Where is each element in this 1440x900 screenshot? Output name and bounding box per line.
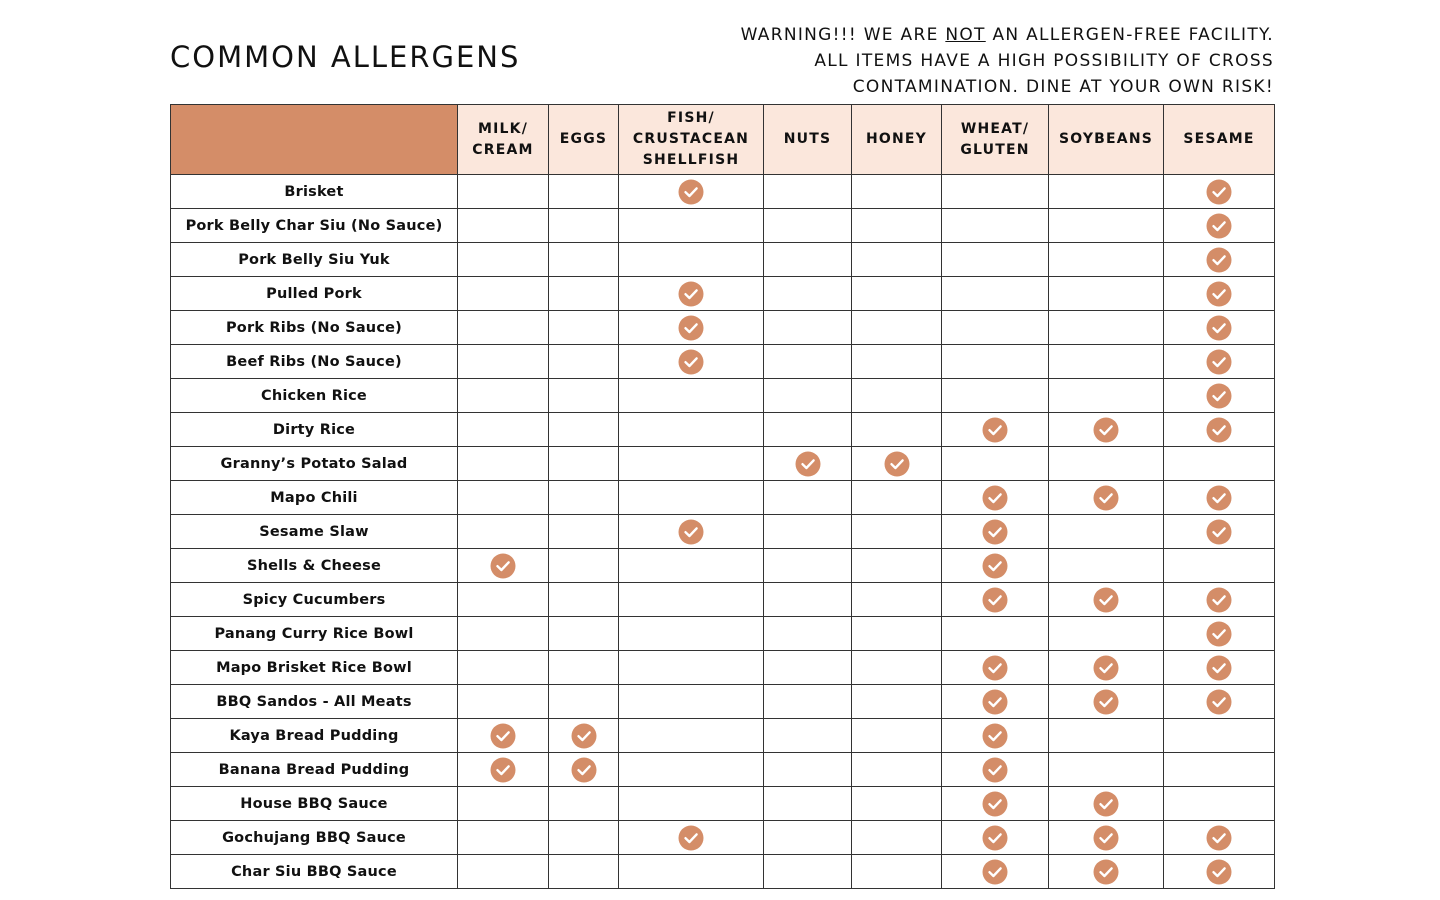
column-header <box>619 105 764 175</box>
allergen-cell <box>458 277 549 311</box>
menu-item-name: Banana Bread Pudding <box>171 753 458 787</box>
allergen-cell <box>458 855 549 889</box>
column-header-line: SOYBEANS <box>1058 131 1154 147</box>
allergen-cell <box>764 685 852 719</box>
allergen-cell <box>1049 821 1164 855</box>
table-row <box>171 447 1275 481</box>
allergen-cell <box>458 175 549 209</box>
allergen-cell <box>619 719 764 753</box>
check-circle-icon <box>982 587 1008 613</box>
allergen-cell <box>942 413 1049 447</box>
warning-notice <box>654 22 1274 100</box>
allergen-cell <box>942 855 1049 889</box>
allergen-cell <box>764 821 852 855</box>
allergen-cell <box>619 481 764 515</box>
check-circle-icon <box>982 519 1008 545</box>
allergen-cell <box>764 311 852 345</box>
allergen-cell <box>619 821 764 855</box>
check-circle-icon <box>678 519 704 545</box>
allergen-cell <box>942 515 1049 549</box>
column-header <box>549 105 619 175</box>
allergen-cell <box>458 549 549 583</box>
allergen-cell <box>1049 311 1164 345</box>
allergen-cell <box>852 481 942 515</box>
allergen-cell <box>942 753 1049 787</box>
allergen-cell <box>1049 753 1164 787</box>
allergen-cell <box>852 379 942 413</box>
check-circle-icon <box>678 825 704 851</box>
allergen-cell <box>764 209 852 243</box>
allergen-cell <box>458 719 549 753</box>
warning-not-emphasis: NOT <box>945 25 986 45</box>
allergen-cell <box>942 379 1049 413</box>
check-circle-icon <box>982 417 1008 443</box>
allergen-cell <box>1164 345 1275 379</box>
allergen-cell <box>764 277 852 311</box>
column-header-line: EGGS <box>559 131 608 147</box>
allergen-cell <box>619 277 764 311</box>
menu-item-name: Mapo Brisket Rice Bowl <box>171 651 458 685</box>
allergen-cell <box>1164 515 1275 549</box>
allergen-cell <box>458 515 549 549</box>
menu-item-name: House BBQ Sauce <box>171 787 458 821</box>
menu-item-name: BBQ Sandos - All Meats <box>171 685 458 719</box>
allergen-cell <box>1164 277 1275 311</box>
check-circle-icon <box>678 349 704 375</box>
check-circle-icon <box>1206 179 1232 205</box>
allergen-cell <box>1164 855 1275 889</box>
allergen-cell <box>549 753 619 787</box>
allergen-cell <box>1049 345 1164 379</box>
allergen-cell <box>942 821 1049 855</box>
allergen-cell <box>852 719 942 753</box>
check-circle-icon <box>1206 587 1232 613</box>
allergen-cell <box>1164 617 1275 651</box>
column-header-line: HONEY <box>865 131 928 147</box>
table-row <box>171 515 1275 549</box>
allergen-cell <box>764 617 852 651</box>
allergen-cell <box>852 515 942 549</box>
check-circle-icon <box>1206 485 1232 511</box>
allergen-cell <box>549 311 619 345</box>
allergen-cell <box>1049 447 1164 481</box>
menu-item-name: Dirty Rice <box>171 413 458 447</box>
table-row <box>171 243 1275 277</box>
menu-item-name: Granny’s Potato Salad <box>171 447 458 481</box>
allergen-cell <box>764 515 852 549</box>
allergen-cell <box>764 855 852 889</box>
check-circle-icon <box>571 723 597 749</box>
allergen-cell <box>1164 821 1275 855</box>
allergen-cell <box>1164 209 1275 243</box>
table-row <box>171 651 1275 685</box>
allergen-cell <box>942 447 1049 481</box>
check-circle-icon <box>982 791 1008 817</box>
allergen-cell <box>619 549 764 583</box>
allergen-cell <box>549 651 619 685</box>
allergen-cell <box>1049 719 1164 753</box>
allergen-cell <box>458 481 549 515</box>
allergen-cell <box>1164 549 1275 583</box>
allergen-cell <box>549 277 619 311</box>
allergen-cell <box>1164 311 1275 345</box>
page-title: COMMON ALLERGENS <box>170 40 521 74</box>
allergen-cell <box>764 175 852 209</box>
allergen-cell <box>1164 753 1275 787</box>
allergen-cell <box>1049 243 1164 277</box>
menu-item-name: Shells & Cheese <box>171 549 458 583</box>
allergen-cell <box>619 855 764 889</box>
allergen-cell <box>764 787 852 821</box>
allergen-cell <box>764 549 852 583</box>
allergen-cell <box>458 821 549 855</box>
header-corner <box>171 105 458 175</box>
allergen-cell <box>852 175 942 209</box>
menu-item-name: Brisket <box>171 175 458 209</box>
allergen-cell <box>852 413 942 447</box>
allergen-cell <box>764 651 852 685</box>
allergen-cell <box>764 481 852 515</box>
allergen-cell <box>549 345 619 379</box>
allergen-cell <box>1049 277 1164 311</box>
allergen-cell <box>942 583 1049 617</box>
check-circle-icon <box>982 825 1008 851</box>
table-row <box>171 277 1275 311</box>
check-circle-icon <box>1206 519 1232 545</box>
column-header <box>458 105 549 175</box>
allergen-cell <box>852 855 942 889</box>
check-circle-icon <box>1093 689 1119 715</box>
column-header-line: GLUTEN <box>960 141 1030 158</box>
allergen-cell <box>852 651 942 685</box>
allergen-cell <box>852 753 942 787</box>
warning-line-1-end: AN ALLERGEN-FREE FACILITY. <box>985 25 1274 45</box>
allergen-cell <box>852 209 942 243</box>
allergen-cell <box>764 447 852 481</box>
allergen-cell <box>942 651 1049 685</box>
allergen-cell <box>1164 379 1275 413</box>
column-header-line: CREAM <box>472 141 534 158</box>
allergen-cell <box>1049 855 1164 889</box>
header-row <box>171 105 1275 175</box>
allergen-cell <box>549 787 619 821</box>
menu-item-name: Panang Curry Rice Bowl <box>171 617 458 651</box>
allergen-cell <box>1049 549 1164 583</box>
allergen-cell <box>619 379 764 413</box>
allergen-cell <box>619 685 764 719</box>
allergen-cell <box>1164 787 1275 821</box>
check-circle-icon <box>982 757 1008 783</box>
allergen-cell <box>619 209 764 243</box>
allergen-cell <box>549 821 619 855</box>
allergen-cell <box>549 583 619 617</box>
menu-item-name: Beef Ribs (No Sauce) <box>171 345 458 379</box>
check-circle-icon <box>982 655 1008 681</box>
allergen-cell <box>619 617 764 651</box>
allergen-cell <box>619 447 764 481</box>
table-row <box>171 719 1275 753</box>
allergen-cell <box>549 243 619 277</box>
allergen-cell <box>852 447 942 481</box>
allergen-cell <box>1164 685 1275 719</box>
check-circle-icon <box>490 553 516 579</box>
table-row <box>171 345 1275 379</box>
column-header <box>1164 105 1275 175</box>
allergen-table <box>170 104 1275 889</box>
allergen-cell <box>764 413 852 447</box>
allergen-cell <box>852 787 942 821</box>
allergen-cell <box>942 617 1049 651</box>
check-circle-icon <box>1093 485 1119 511</box>
menu-item-name: Pork Belly Siu Yuk <box>171 243 458 277</box>
allergen-cell <box>549 855 619 889</box>
allergen-cell <box>458 753 549 787</box>
allergen-cell <box>764 719 852 753</box>
allergen-cell <box>764 753 852 787</box>
allergen-cell <box>549 379 619 413</box>
warning-line-1 <box>654 22 1274 48</box>
allergen-cell <box>549 685 619 719</box>
allergen-cell <box>1049 787 1164 821</box>
allergen-cell <box>1049 175 1164 209</box>
allergen-cell <box>1049 481 1164 515</box>
allergen-cell <box>1164 175 1275 209</box>
check-circle-icon <box>982 689 1008 715</box>
allergen-cell <box>619 175 764 209</box>
check-circle-icon <box>1093 417 1119 443</box>
allergen-cell <box>458 651 549 685</box>
allergen-cell <box>942 175 1049 209</box>
check-circle-icon <box>1206 825 1232 851</box>
check-circle-icon <box>571 757 597 783</box>
check-circle-icon <box>490 723 516 749</box>
warning-line-1-start: WARNING!!! WE ARE <box>740 25 946 45</box>
allergen-cell <box>852 345 942 379</box>
menu-item-name: Gochujang BBQ Sauce <box>171 821 458 855</box>
table-row <box>171 787 1275 821</box>
allergen-cell <box>549 209 619 243</box>
allergen-cell <box>852 549 942 583</box>
allergen-cell <box>458 345 549 379</box>
check-circle-icon <box>1206 655 1232 681</box>
column-header-line: SHELLFISH <box>642 152 740 168</box>
column-header-line: NUTS <box>783 131 832 147</box>
allergen-cell <box>458 583 549 617</box>
allergen-cell <box>458 379 549 413</box>
table-row <box>171 685 1275 719</box>
check-circle-icon <box>1206 417 1232 443</box>
allergen-cell <box>619 311 764 345</box>
menu-item-name: Mapo Chili <box>171 481 458 515</box>
allergen-cell <box>1049 379 1164 413</box>
check-circle-icon <box>1093 791 1119 817</box>
check-circle-icon <box>982 485 1008 511</box>
check-circle-icon <box>678 179 704 205</box>
allergen-cell <box>1049 515 1164 549</box>
allergen-cell <box>458 413 549 447</box>
allergen-cell <box>549 549 619 583</box>
allergen-cell <box>1164 651 1275 685</box>
table-row <box>171 617 1275 651</box>
table-row <box>171 379 1275 413</box>
allergen-cell <box>619 413 764 447</box>
column-header-line: WHEAT/ <box>960 120 1030 137</box>
allergen-cell <box>764 379 852 413</box>
warning-line-2: ALL ITEMS HAVE A HIGH POSSIBILITY OF CROSS <box>814 51 1274 71</box>
allergen-cell <box>1049 413 1164 447</box>
allergen-cell <box>942 719 1049 753</box>
check-circle-icon <box>1093 859 1119 885</box>
check-circle-icon <box>1206 621 1232 647</box>
menu-item-name: Pulled Pork <box>171 277 458 311</box>
allergen-cell <box>1164 481 1275 515</box>
allergen-cell <box>852 821 942 855</box>
check-circle-icon <box>1093 587 1119 613</box>
column-header-line: MILK/ <box>477 120 529 137</box>
table-row <box>171 549 1275 583</box>
allergen-cell <box>1049 617 1164 651</box>
column-header-line: FISH/ <box>667 110 715 126</box>
menu-item-name: Char Siu BBQ Sauce <box>171 855 458 889</box>
check-circle-icon <box>1206 859 1232 885</box>
check-circle-icon <box>982 723 1008 749</box>
table-body <box>171 175 1275 889</box>
allergen-cell <box>1049 651 1164 685</box>
table-row <box>171 753 1275 787</box>
allergen-cell <box>458 311 549 345</box>
allergen-cell <box>1049 685 1164 719</box>
allergen-cell <box>942 481 1049 515</box>
allergen-cell <box>852 243 942 277</box>
allergen-cell <box>852 583 942 617</box>
menu-item-name: Spicy Cucumbers <box>171 583 458 617</box>
allergen-cell <box>942 243 1049 277</box>
check-circle-icon <box>1206 213 1232 239</box>
allergen-cell <box>549 447 619 481</box>
allergen-cell <box>1164 583 1275 617</box>
check-circle-icon <box>982 553 1008 579</box>
allergen-cell <box>619 651 764 685</box>
check-circle-icon <box>1093 655 1119 681</box>
column-header-line: CRUSTACEAN <box>632 131 750 147</box>
allergen-cell <box>458 447 549 481</box>
menu-item-name: Kaya Bread Pudding <box>171 719 458 753</box>
table-row <box>171 209 1275 243</box>
allergen-cell <box>549 617 619 651</box>
column-header <box>852 105 942 175</box>
allergen-cell <box>619 345 764 379</box>
allergen-cell <box>619 753 764 787</box>
allergen-cell <box>549 515 619 549</box>
allergen-cell <box>942 311 1049 345</box>
allergen-cell <box>619 787 764 821</box>
check-circle-icon <box>678 281 704 307</box>
allergen-cell <box>458 209 549 243</box>
check-circle-icon <box>1206 247 1232 273</box>
allergen-cell <box>1164 413 1275 447</box>
allergen-cell <box>619 583 764 617</box>
warning-line-3: CONTAMINATION. DINE AT YOUR OWN RISK! <box>852 77 1274 97</box>
allergen-cell <box>458 243 549 277</box>
column-header <box>1049 105 1164 175</box>
table-row <box>171 413 1275 447</box>
allergen-cell <box>852 311 942 345</box>
column-header-line: SESAME <box>1183 131 1255 147</box>
allergen-cell <box>458 617 549 651</box>
table-row <box>171 311 1275 345</box>
allergen-cell <box>764 243 852 277</box>
allergen-cell <box>852 277 942 311</box>
menu-item-name: Sesame Slaw <box>171 515 458 549</box>
menu-item-name: Pork Ribs (No Sauce) <box>171 311 458 345</box>
check-circle-icon <box>1206 383 1232 409</box>
check-circle-icon <box>1206 349 1232 375</box>
allergen-cell <box>1049 583 1164 617</box>
allergen-cell <box>619 515 764 549</box>
allergen-cell <box>458 787 549 821</box>
table-row <box>171 583 1275 617</box>
allergen-cell <box>458 685 549 719</box>
allergen-cell <box>852 685 942 719</box>
allergen-cell <box>942 549 1049 583</box>
allergen-cell <box>852 617 942 651</box>
allergen-cell <box>942 209 1049 243</box>
allergen-cell <box>764 583 852 617</box>
allergen-cell <box>942 277 1049 311</box>
allergen-cell <box>549 481 619 515</box>
check-circle-icon <box>1206 315 1232 341</box>
allergen-cell <box>549 175 619 209</box>
allergen-cell <box>942 685 1049 719</box>
check-circle-icon <box>795 451 821 477</box>
check-circle-icon <box>1093 825 1119 851</box>
check-circle-icon <box>884 451 910 477</box>
allergen-cell <box>619 243 764 277</box>
table-row <box>171 855 1275 889</box>
menu-item-name: Chicken Rice <box>171 379 458 413</box>
allergen-cell <box>1164 719 1275 753</box>
check-circle-icon <box>678 315 704 341</box>
check-circle-icon <box>490 757 516 783</box>
allergen-cell <box>764 345 852 379</box>
table-row <box>171 481 1275 515</box>
allergen-cell <box>1049 209 1164 243</box>
allergen-cell <box>942 345 1049 379</box>
allergen-cell <box>1164 447 1275 481</box>
allergen-cell <box>1164 243 1275 277</box>
menu-item-name: Pork Belly Char Siu (No Sauce) <box>171 209 458 243</box>
check-circle-icon <box>982 859 1008 885</box>
check-circle-icon <box>1206 281 1232 307</box>
check-circle-icon <box>1206 689 1232 715</box>
table-row <box>171 175 1275 209</box>
allergen-cell <box>942 787 1049 821</box>
allergen-cell <box>549 719 619 753</box>
allergen-cell <box>549 413 619 447</box>
column-header <box>942 105 1049 175</box>
column-header <box>764 105 852 175</box>
table-row <box>171 821 1275 855</box>
